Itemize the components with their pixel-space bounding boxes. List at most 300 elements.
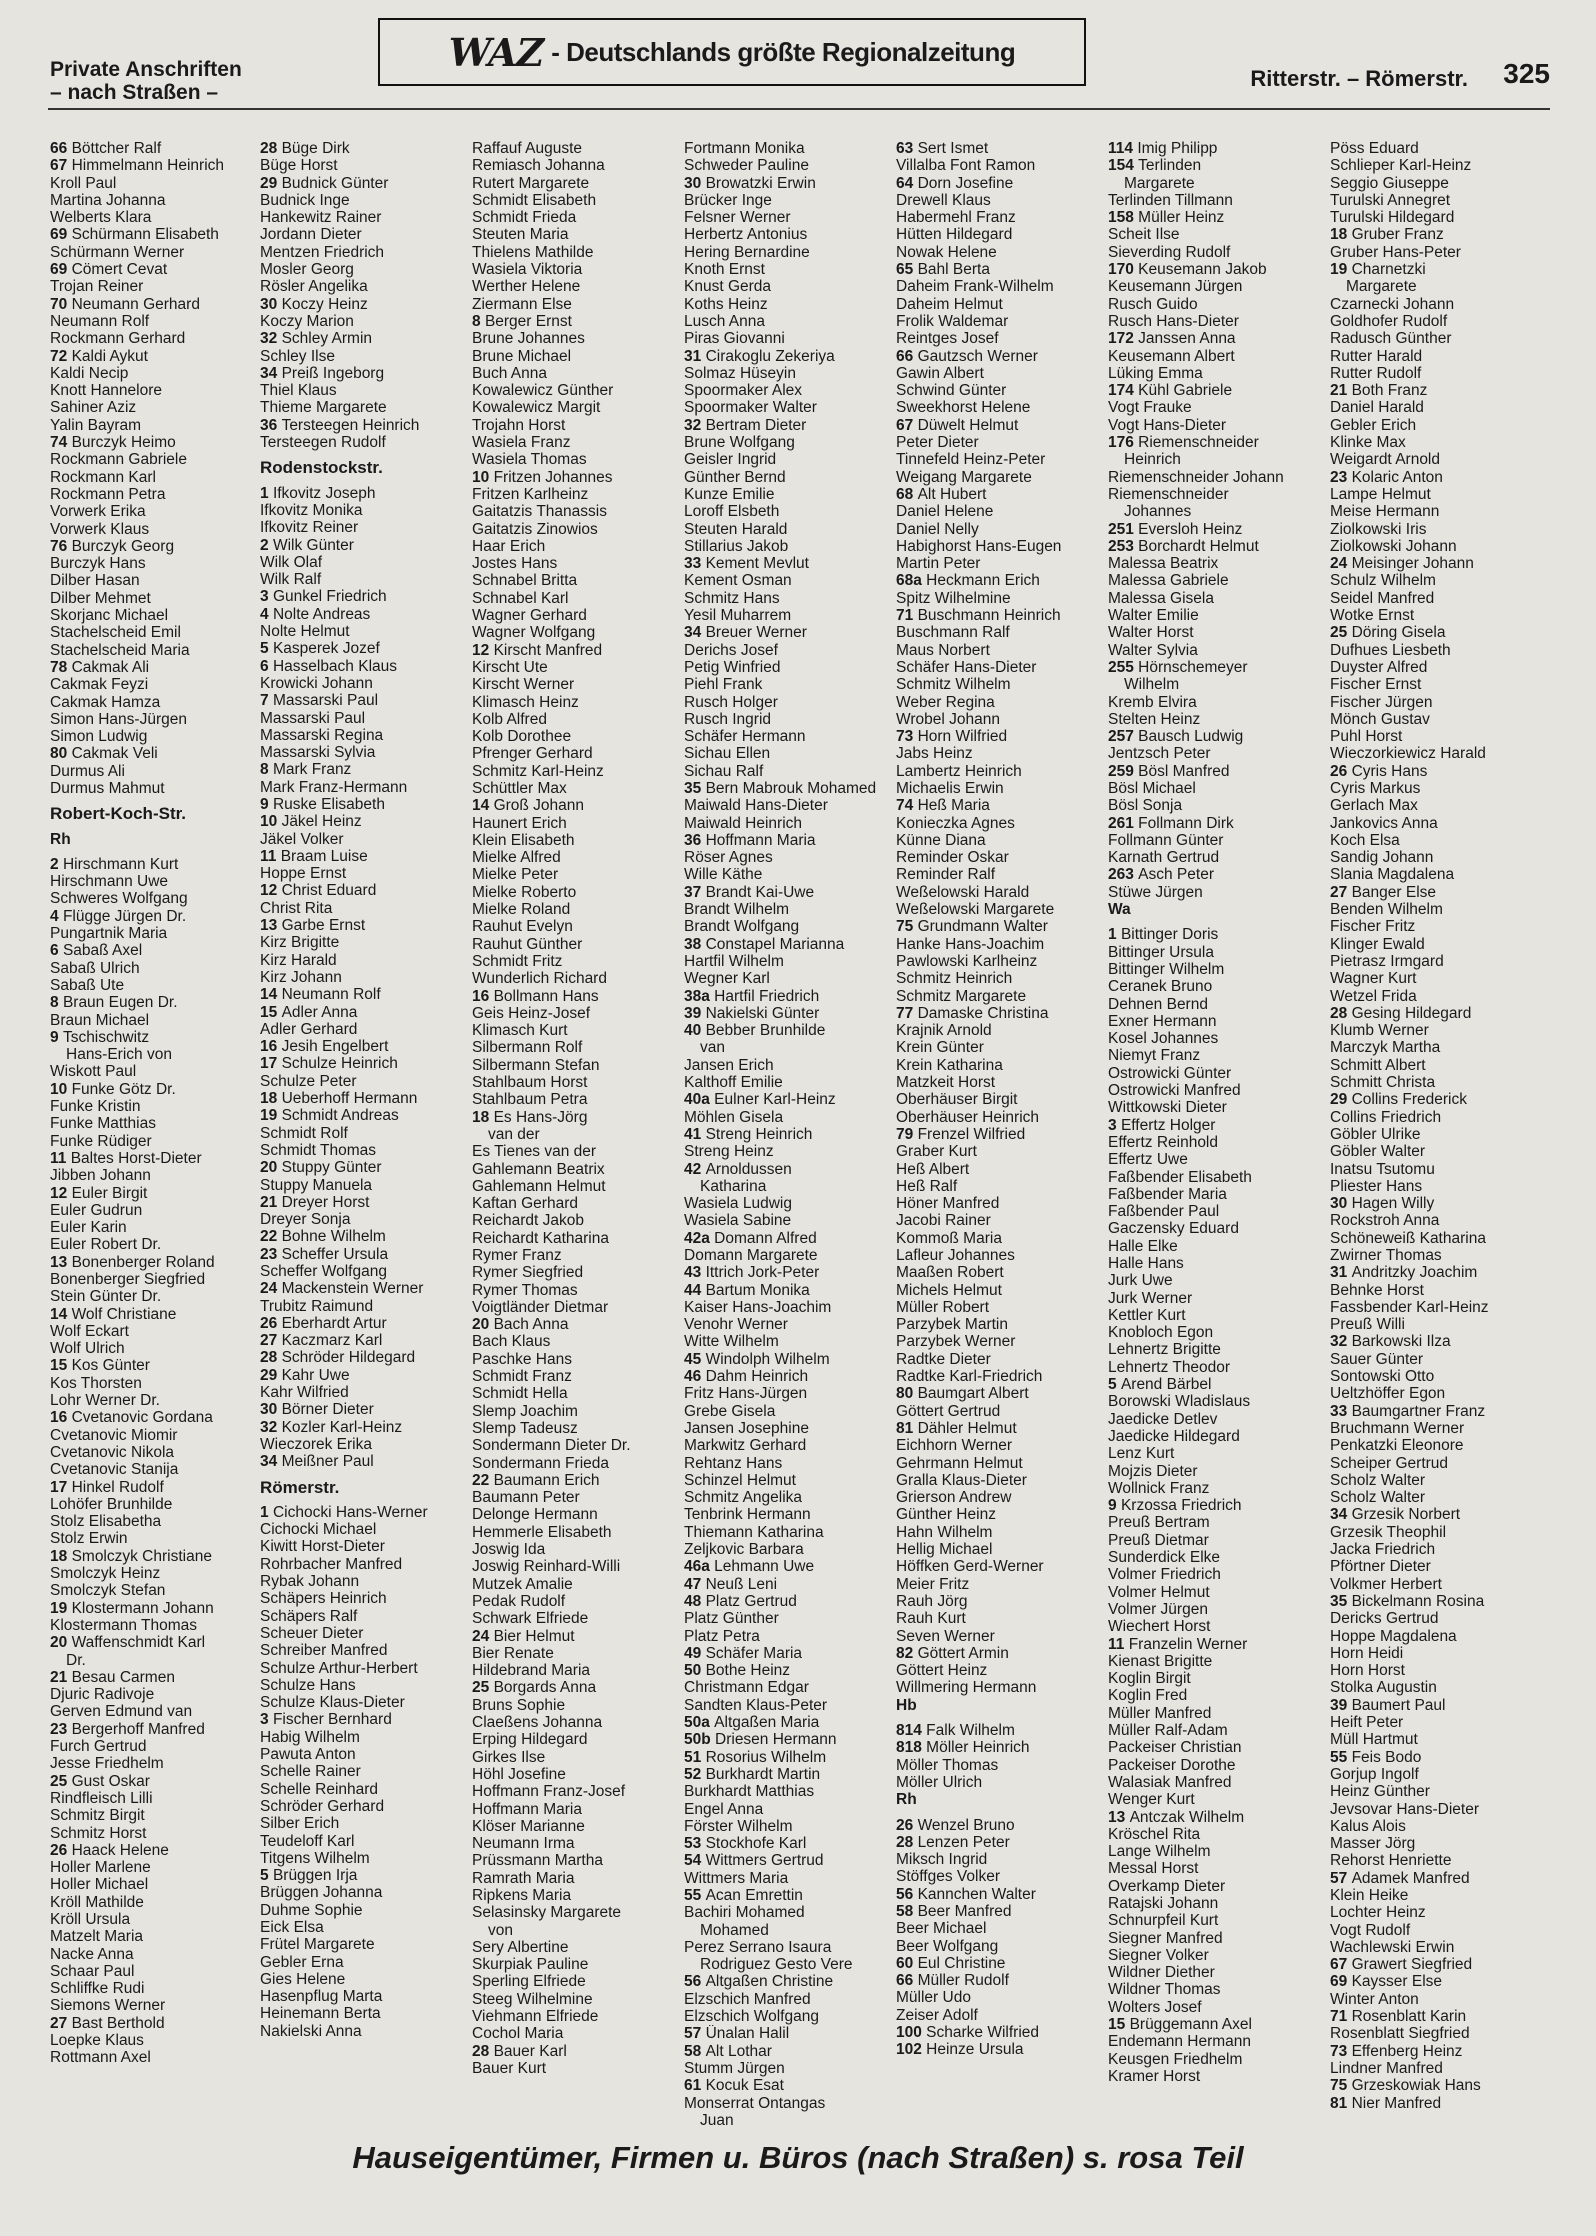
resident-entry: Kement Osman (684, 572, 792, 590)
resident-entry: Schürmann Werner (50, 243, 185, 261)
resident-name: Flügge Jürgen Dr. (62, 907, 187, 925)
resident-entry: Malessa Gabriele (1108, 572, 1229, 590)
house-number: 26 (260, 1314, 282, 1332)
resident-entry (684, 1282, 889, 1299)
resident-name: Müller Heinz (1138, 209, 1225, 227)
resident-entry: Schweres Wolfgang (50, 890, 188, 908)
resident-entry: Kirz Brigitte (260, 934, 340, 952)
resident-entry: Weßelowski Harald (896, 883, 1030, 901)
resident-entry: Wittmers Maria (684, 1869, 789, 1887)
resident-entry: Kramer Horst (1108, 2067, 1201, 2085)
banner-tagline: - Deutschlands größte Regionalzeitung (551, 36, 1016, 67)
resident-entry: Elzschich Wolfgang (684, 2008, 819, 2026)
resident-entry: Vorwerk Erika (50, 503, 146, 521)
resident-entry (472, 313, 677, 330)
resident-entry: Yesil Muharrem (684, 607, 792, 625)
resident-name: Alt Hubert (917, 485, 987, 503)
resident-entry: Künne Diana (896, 831, 986, 849)
resident-entry (1108, 140, 1313, 157)
resident-entry (896, 918, 1101, 935)
resident-entry (684, 1368, 889, 1385)
resident-entry: Holler Marlene (50, 1859, 151, 1877)
house-number: 19 (50, 1599, 72, 1617)
resident-entry: Loroff Elsbeth (684, 503, 780, 521)
resident-entry: Effertz Uwe (1108, 1151, 1188, 1169)
resident-entry (1330, 1956, 1535, 1973)
resident-entry (50, 1721, 255, 1738)
resident-entry (684, 1749, 889, 1766)
house-number: 71 (896, 607, 918, 625)
resident-entry: Bruns Sophie (472, 1696, 566, 1714)
resident-entry: Wolf Eckart (50, 1322, 129, 1340)
resident-name: Kaldi Aykut (71, 347, 148, 365)
house-number: 66 (896, 347, 918, 365)
resident-entry: Willmering Hermann (896, 1679, 1037, 1697)
resident-name: Ueberhoff Hermann (281, 1090, 418, 1108)
resident-entry: Wagner Wolfgang (472, 624, 596, 642)
resident-entry: Miksch Ingrid (896, 1851, 988, 1869)
resident-entry: Hütten Hildegard (896, 226, 1013, 244)
resident-entry (1330, 1333, 1535, 1350)
resident-entry: Heß Ralf (896, 1177, 958, 1195)
house-number: 28 (1330, 1004, 1352, 1022)
resident-entry: Koczy Marion (260, 312, 354, 330)
resident-entry (260, 330, 465, 347)
resident-name: Baltes Horst-Dieter (70, 1149, 202, 1167)
resident-entry: Lüking Emma (1108, 364, 1203, 382)
resident-entry: Hahn Wilhelm (896, 1523, 993, 1541)
resident-entry: Bösl Michael (1108, 779, 1196, 797)
resident-entry: Walter Sylvia (1108, 641, 1198, 659)
resident-entry: Riemenschneider Johann (1108, 468, 1284, 486)
resident-entry: Packeiser Christian (1108, 1739, 1242, 1757)
resident-entry: Rockstroh Anna (1330, 1212, 1440, 1230)
resident-entry (1330, 1091, 1535, 1108)
resident-entry: Loepke Klaus (50, 2032, 144, 2050)
resident-entry (50, 1634, 255, 1651)
resident-entry: Winter Anton (1330, 1990, 1419, 2008)
resident-entry: Skorjanc Michael (50, 607, 169, 625)
resident-entry: Schmidt Rolf (260, 1124, 348, 1142)
resident-entry: Schinzel Helmut (684, 1471, 796, 1489)
resident-entry (896, 572, 1101, 589)
resident-name: Eulner Karl-Heinz (714, 1091, 836, 1109)
resident-entry: Halle Elke (1108, 1237, 1178, 1255)
house-number: 20 (472, 1316, 494, 1334)
resident-name: Büge Dirk (281, 140, 350, 157)
resident-entry: Beer Wolfgang (896, 1937, 999, 1955)
resident-entry (472, 1472, 677, 1489)
resident-entry: Schmitz Hans (684, 589, 780, 607)
resident-entry (684, 832, 889, 849)
resident-entry (1108, 261, 1313, 278)
resident-entry: Faßbender Elisabeth (1108, 1168, 1252, 1186)
resident-entry (260, 537, 465, 554)
resident-entry: Platz Günther (684, 1610, 779, 1628)
resident-entry (50, 1254, 255, 1271)
house-number: 21 (260, 1193, 282, 1211)
house-number: 69 (50, 226, 72, 244)
resident-name: Dorn Josefine (917, 174, 1014, 192)
resident-entry: Rockmann Gabriele (50, 451, 187, 469)
resident-entry: Rohrbacher Manfred (260, 1555, 403, 1573)
resident-entry: Eick Elsa (260, 1918, 324, 1936)
resident-entry: Streng Heinz (684, 1143, 774, 1161)
resident-entry: Parzybek Werner (896, 1333, 1016, 1351)
resident-entry: Gaitatzis Thanassis (472, 503, 607, 521)
resident-name: Gesing Hildegard (1351, 1004, 1472, 1022)
resident-entry: Neumann Rolf (50, 312, 150, 330)
resident-entry: Tersteegen Rudolf (260, 434, 386, 452)
resident-entry (684, 624, 889, 641)
resident-entry: Wolters Josef (1108, 1998, 1202, 2016)
resident-entry: Haunert Erich (472, 814, 567, 832)
house-number: 64 (896, 174, 918, 192)
resident-entry: Wildner Thomas (1108, 1981, 1221, 1999)
resident-name: Acan Emrettin (705, 1886, 803, 1904)
resident-entry: Heift Peter (1330, 1714, 1404, 1732)
resident-entry: Rockmann Gerhard (50, 330, 186, 348)
resident-entry (260, 882, 465, 899)
resident-entry: Jaedicke Hildegard (1108, 1427, 1240, 1445)
resident-entry (260, 365, 465, 382)
resident-entry (1330, 1697, 1535, 1714)
resident-entry (896, 348, 1101, 365)
house-number: 158 (1108, 209, 1139, 227)
house-number: 21 (50, 1668, 72, 1686)
resident-name: Braam Luise (280, 847, 368, 865)
resident-entry: Nacke Anna (50, 1945, 134, 1963)
resident-entry: Felsner Werner (684, 209, 791, 227)
house-number: 69 (1330, 1973, 1352, 1991)
house-number: 48 (684, 1592, 706, 1610)
resident-entry: Gawin Albert (896, 364, 984, 382)
resident-name: Mark Franz (272, 761, 352, 779)
house-number: 26 (50, 1841, 72, 1859)
resident-name: Meisinger Johann (1351, 555, 1474, 573)
house-number: 69 (50, 261, 72, 279)
resident-entry: Dilber Hasan (50, 572, 140, 590)
resident-entry: Wasiela Thomas (472, 451, 587, 469)
resident-name: Banger Else (1351, 883, 1437, 901)
resident-entry: Wunderlich Richard (472, 970, 607, 988)
house-number: 27 (1330, 883, 1352, 901)
resident-entry: Beer Michael (896, 1920, 987, 1938)
resident-name: Euler Birgit (71, 1184, 148, 1202)
resident-entry: Remiasch Johanna (472, 157, 605, 175)
resident-entry: Dufhues Liesbeth (1330, 641, 1451, 659)
house-number: 16 (472, 987, 494, 1005)
house-number: 35 (684, 779, 706, 797)
resident-entry: Malessa Beatrix (1108, 555, 1219, 573)
resident-entry: Pawlowski Karlheinz (896, 952, 1038, 970)
resident-entry (50, 261, 255, 278)
resident-name: Sabaß Axel (62, 942, 143, 960)
resident-name: Mackenstein Werner (281, 1280, 424, 1298)
house-number: 1 (1108, 926, 1121, 944)
resident-entry (50, 659, 255, 676)
house-number: 30 (684, 174, 706, 192)
resident-entry (260, 588, 465, 605)
house-number: 50b (684, 1731, 716, 1749)
resident-entry: Preuß Willi (1330, 1316, 1405, 1334)
resident-name: Rosorius Wilhelm (705, 1748, 827, 1766)
house-number: 8 (260, 761, 273, 779)
house-number: 36 (684, 831, 706, 849)
house-number: 8 (50, 994, 63, 1012)
resident-entry: Lambertz Heinrich (896, 762, 1022, 780)
house-number: 80 (896, 1385, 918, 1403)
resident-name: Müller Rudolf (917, 1972, 1009, 1990)
resident-entry: Matzkeit Horst (896, 1074, 996, 1092)
resident-entry: Wrobel Johann (896, 710, 1000, 728)
street-heading: Rodenstockstr. (260, 459, 383, 477)
resident-entry: Klinger Ewald (1330, 935, 1425, 953)
resident-entry (896, 1722, 1101, 1739)
directory-column-7 (1330, 140, 1535, 2112)
resident-entry (260, 1038, 465, 1055)
house-number: 18 (472, 1108, 494, 1126)
resident-name: Haack Helene (71, 1841, 169, 1859)
resident-entry: Geisler Ingrid (684, 451, 777, 469)
resident-entry: Schnurpfeil Kurt (1108, 1912, 1219, 1930)
resident-entry: Horn Horst (1330, 1662, 1405, 1680)
house-number: 50 (684, 1662, 706, 1680)
resident-entry (1108, 2016, 1313, 2033)
resident-entry: Hoppe Ernst (260, 865, 347, 883)
resident-entry: Stolka Augustin (1330, 1679, 1437, 1697)
resident-name: Bern Mabrouk Mohamed (705, 779, 877, 797)
resident-entry: Scholz Walter (1330, 1489, 1426, 1507)
resident-entry: Jevsovar Hans-Dieter (1330, 1800, 1480, 1818)
house-number: 19 (260, 1107, 282, 1125)
resident-entry: Müller Ralf-Adam (1108, 1722, 1228, 1740)
resident-entry: Kremb Elvira (1108, 693, 1197, 711)
house-number: 33 (1330, 1402, 1352, 1420)
house-number: 75 (896, 918, 918, 936)
resident-entry: Rindfleisch Lilli (50, 1789, 153, 1807)
house-number: 13 (260, 917, 282, 935)
resident-entry: Scheuer Dieter (260, 1624, 364, 1642)
resident-entry: Schnabel Karl (472, 589, 569, 607)
resident-entry: Schmitt Christa (1330, 1074, 1436, 1092)
resident-name: Tschischwitz (62, 1028, 150, 1046)
resident-entry (1330, 469, 1535, 486)
resident-entry: Gralla Klaus-Dieter (896, 1471, 1027, 1489)
resident-entry: Schelle Reinhard (260, 1780, 379, 1798)
resident-entry: Stolz Elisabetha (50, 1513, 162, 1531)
resident-entry: Göttert Heinz (896, 1662, 988, 1680)
house-number: 77 (896, 1004, 918, 1022)
resident-entry (260, 1246, 465, 1263)
resident-entry: Brüggen Johanna (260, 1884, 383, 1902)
resident-entry: Slemp Tadeusz (472, 1419, 578, 1437)
house-number: 76 (50, 537, 72, 555)
resident-entry: Nowak Helene (896, 243, 997, 261)
house-number: 51 (684, 1748, 706, 1766)
resident-entry: Schelle Rainer (260, 1763, 361, 1781)
resident-entry (260, 485, 465, 502)
resident-entry: Mielke Roberto (472, 883, 577, 901)
resident-entry (1330, 2095, 1535, 2112)
resident-name: Bonenberger Roland (71, 1253, 215, 1271)
resident-entry (50, 1150, 255, 1167)
resident-name: Tersteegen Heinrich (281, 416, 420, 434)
resident-entry (260, 1107, 465, 1124)
resident-name: Bertram Dieter (705, 416, 807, 434)
house-number: 22 (260, 1228, 282, 1246)
house-number: 176 (1108, 434, 1139, 452)
resident-entry (1330, 2043, 1535, 2060)
resident-entry (260, 692, 465, 709)
resident-name: Smolczyk Christiane (71, 1547, 212, 1565)
resident-entry: Turulski Hildegard (1330, 209, 1455, 227)
resident-name: Burkhardt Martin (705, 1765, 821, 1783)
resident-entry (50, 1773, 255, 1790)
resident-entry: Knobloch Egon (1108, 1324, 1214, 1342)
resident-name: Bier Helmut (493, 1627, 575, 1645)
resident-entry (684, 417, 889, 434)
resident-entry: Siegner Volker (1108, 1946, 1209, 1964)
resident-name: Eul Christine (917, 1954, 1006, 1972)
resident-name: Neumann Gerhard (71, 295, 200, 313)
house-number: 23 (50, 1720, 72, 1738)
house-number: 16 (50, 1409, 72, 1427)
house-number: 6 (50, 942, 63, 960)
resident-entry: Höner Manfred (896, 1195, 1000, 1213)
resident-entry: Rehtanz Hans (684, 1454, 783, 1472)
resident-entry (50, 1357, 255, 1374)
resident-entry: Sweekhorst Helene (896, 399, 1031, 417)
resident-entry (1108, 1497, 1313, 1514)
resident-entry: Vogt Frauke (1108, 399, 1192, 417)
house-number: 17 (50, 1478, 72, 1496)
resident-entry: Schmidt Elisabeth (472, 191, 597, 209)
resident-entry: Mark Franz-Hermann (260, 778, 408, 796)
resident-entry: Sichau Ellen (684, 745, 771, 763)
resident-name: Ittrich Jork-Peter (705, 1264, 820, 1282)
resident-entry: Jurk Werner (1108, 1289, 1193, 1307)
resident-name: Lehmann Uwe (714, 1558, 815, 1576)
resident-entry: Rusch Hans-Dieter (1108, 312, 1239, 330)
house-number: 32 (684, 416, 706, 434)
house-number: 74 (896, 797, 918, 815)
resident-entry: Thiemann Katharina (684, 1523, 824, 1541)
resident-name: Eberhardt Artur (281, 1314, 387, 1332)
resident-name: Adamek Manfred (1351, 1869, 1470, 1887)
house-number: 28 (472, 2042, 494, 2060)
resident-entry: Schröder Gerhard (260, 1797, 385, 1815)
resident-entry: Hoppe Magdalena (1330, 1627, 1457, 1645)
resident-entry: Malessa Gisela (1108, 589, 1214, 607)
house-number: 1 (260, 1503, 273, 1521)
resident-entry: Cvetanovic Nikola (50, 1443, 175, 1461)
resident-name: Kirscht Manfred (493, 641, 603, 659)
resident-name: Andritzky Joachim (1351, 1264, 1478, 1282)
resident-entry: Vorwerk Klaus (50, 520, 150, 538)
resident-entry: Rutter Rudolf (1330, 364, 1422, 382)
resident-entry: Rockmann Petra (50, 485, 166, 503)
resident-entry: Fischer Fritz (1330, 918, 1416, 936)
resident-entry: Markwitz Gerhard (684, 1437, 807, 1455)
resident-entry: Preuß Dietmar (1108, 1531, 1209, 1549)
resident-entry: Koths Heinz (684, 295, 768, 313)
resident-entry: Gahlemann Beatrix (472, 1160, 605, 1178)
house-number: 40a (684, 1091, 715, 1109)
resident-name: Jäkel Heinz (281, 813, 362, 831)
resident-entry: Walasiak Manfred (1108, 1773, 1232, 1791)
resident-entry: Stachelscheid Emil (50, 624, 181, 642)
resident-name: Janssen Anna (1138, 330, 1236, 348)
resident-name: Schley Armin (281, 330, 373, 348)
resident-entry: Volmer Friedrich (1108, 1566, 1221, 1584)
resident-name: Cichocki Hans-Werner (272, 1503, 428, 1521)
resident-entry (684, 780, 889, 797)
house-number: 24 (260, 1280, 282, 1298)
resident-entry: Schulz Wilhelm (1330, 572, 1436, 590)
resident-entry: Kiwitt Horst-Dieter (260, 1538, 385, 1556)
resident-entry: Scholz Walter (1330, 1471, 1426, 1489)
house-number: 58 (684, 2042, 706, 2060)
resident-entry: Lehnertz Brigitte (1108, 1341, 1221, 1359)
house-number: 15 (1108, 2016, 1130, 2034)
resident-entry: Schnabel Britta (472, 572, 578, 590)
street-heading: Robert-Koch-Str. (50, 805, 186, 823)
resident-entry: Schmidt Franz (472, 1368, 572, 1386)
resident-entry: Monserrat Ontangas (684, 2094, 826, 2112)
resident-entry: Gaczensky Eduard (1108, 1220, 1239, 1238)
resident-entry: Kaftan Gerhard (472, 1195, 578, 1213)
resident-entry: Ifkovitz Reiner (260, 519, 359, 537)
resident-name: Barkowski Ilza (1351, 1333, 1451, 1351)
resident-name: Nier Manfred (1351, 2094, 1442, 2112)
resident-name: Kaczmarz Karl (281, 1332, 383, 1350)
resident-entry: Gehrmann Helmut (896, 1454, 1023, 1472)
resident-entry: Walter Horst (1108, 624, 1194, 642)
entry-continuation: Dr. (66, 1651, 86, 1669)
resident-name: Beer Manfred (917, 1902, 1012, 1920)
resident-entry: Lindner Manfred (1330, 2059, 1443, 2077)
resident-entry: Thieme Margarete (260, 399, 387, 417)
house-number: 53 (684, 1835, 706, 1853)
resident-entry (684, 1161, 889, 1178)
resident-name: Baumgartner Franz (1351, 1402, 1486, 1420)
resident-name: Waffenschmidt Karl (71, 1634, 206, 1652)
resident-entry: Wieczorkiewicz Harald (1330, 745, 1486, 763)
resident-entry: Schäpers Heinrich (260, 1590, 387, 1608)
house-number: 68 (896, 485, 918, 503)
resident-entry: Massarski Paul (260, 709, 366, 727)
resident-entry (50, 856, 255, 873)
resident-entry: Lusch Anna (684, 312, 766, 330)
resident-entry: Maus Norbert (896, 641, 990, 659)
resident-entry: Holler Michael (50, 1876, 149, 1894)
entry-continuation: van der (488, 1125, 540, 1143)
resident-entry: Bonenberger Siegfried (50, 1271, 206, 1288)
resident-entry: Gerven Edmund van (50, 1703, 193, 1721)
resident-entry: Wagner Kurt (1330, 970, 1417, 988)
resident-name: Fritzen Johannes (493, 468, 613, 486)
resident-entry: Funke Rüdiger (50, 1132, 152, 1150)
house-number: 100 (896, 2024, 927, 2042)
resident-entry: Messal Horst (1108, 1860, 1199, 1878)
entry-continuation: Margarete (1124, 174, 1195, 192)
resident-entry: Overkamp Dieter (1108, 1877, 1226, 1895)
resident-entry (260, 1090, 465, 1107)
resident-name: Bast Berthold (71, 2014, 165, 2032)
resident-name: Franzelin Werner (1128, 1635, 1248, 1653)
resident-entry (684, 1662, 889, 1679)
